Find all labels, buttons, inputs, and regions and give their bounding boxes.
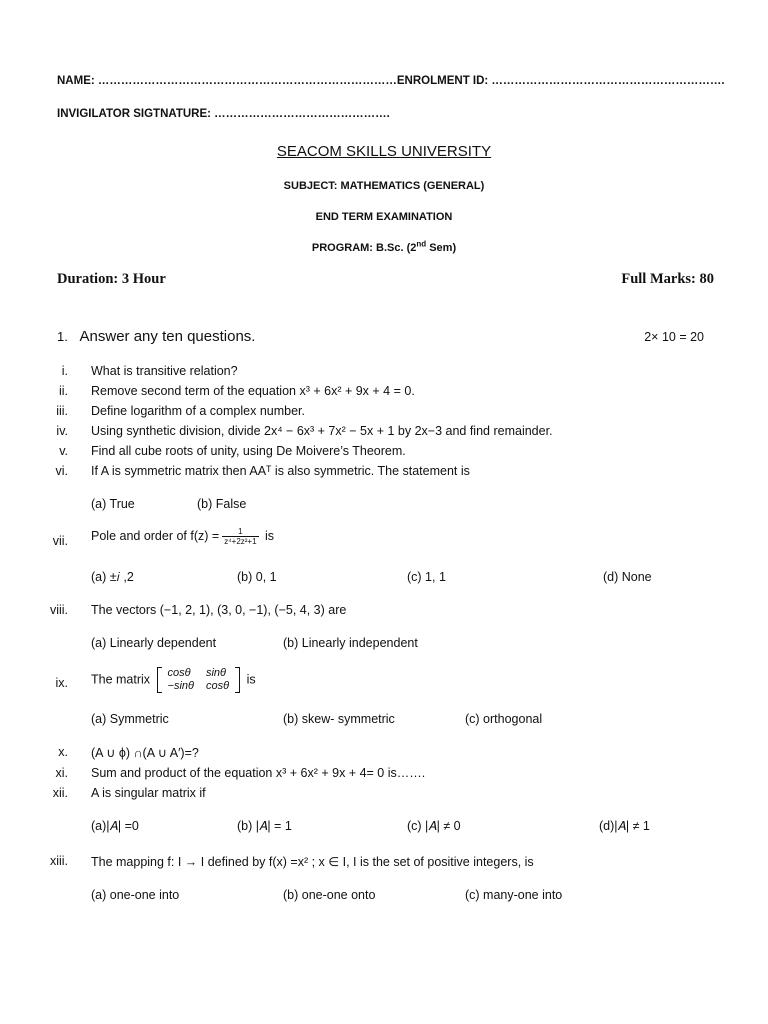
question-text: The matrix cosθ sinθ −sinθ cosθ is [91, 667, 256, 692]
matrix: cosθ sinθ −sinθ cosθ [157, 667, 241, 693]
question-number: i. [61, 364, 68, 378]
option-c: (c) many-one into [465, 888, 563, 902]
question-number: xii. [52, 786, 68, 800]
question-number: iii. [56, 404, 68, 418]
question-text: Find all cube roots of unity, using De Moivere’s Theorem. [91, 444, 406, 458]
name-enrolment-line: NAME: ……………………………………………………………………ENROLMENT ID: ……………………………………………………. [57, 75, 725, 87]
question-number: xi. [55, 766, 68, 780]
question-text: The mapping f: I → I defined by f(x) =x² ; x ∈ I, I is the set of positive integers, is [91, 855, 534, 869]
option-d: (d)|𝐴| ≠ 1 [599, 819, 650, 833]
question-text: What is transitive relation? [91, 364, 238, 378]
section-number: 1. [57, 329, 68, 344]
option-b: (b) Linearly independent [283, 636, 418, 650]
option-c: (c) orthogonal [465, 712, 543, 726]
option-b: (b) 0, 1 [237, 570, 277, 584]
question-number: ix. [55, 676, 68, 690]
question-number: v. [59, 444, 68, 458]
question-text: Remove second term of the equation x³ + 6x² + 9x + 4 = 0. [91, 384, 415, 398]
option-a: (a) one-one into [91, 888, 180, 902]
question-number: viii. [49, 603, 68, 617]
option-d: (d) None [603, 570, 652, 584]
question-number: ii. [58, 384, 68, 398]
duration: Duration: 3 Hour [57, 271, 166, 287]
question-text: Pole and order of f(z) = $\frac{1}{\text{z⁴+2z²+1}}$ is [91, 527, 275, 546]
option-b: (b) |𝐴| = 1 [237, 819, 292, 833]
question-text: Define logarithm of a complex number. [91, 404, 305, 418]
question-number: vi. [55, 464, 68, 478]
option-a: (a) Symmetric [91, 712, 169, 726]
fraction: $\frac{1}{\text{z⁴+2z²+1}}$ [224, 527, 257, 546]
question-text: If A is symmetric matrix then AAᵀ is also symmetric. The statement is [91, 464, 470, 478]
option-a: (a) True [91, 497, 135, 511]
option-b: (b) skew- symmetric [283, 712, 395, 726]
question-number: iv. [56, 424, 68, 438]
question-text: The vectors (−1, 2, 1), (3, 0, −1), (−5, 4, 3) are [91, 603, 347, 617]
section-instruction: Answer any ten questions. [79, 328, 256, 345]
question-number: vii. [52, 534, 68, 548]
question-number: x. [58, 745, 68, 759]
option-b: (b) one-one onto [283, 888, 376, 902]
option-b: (b) False [197, 497, 247, 511]
question-text: Sum and product of the equation x³ + 6x² + 9x + 4= 0 is……. [91, 766, 426, 780]
full-marks: Full Marks: 80 [621, 271, 714, 287]
section-marks: 2× 10 = 20 [644, 330, 704, 344]
question-text: Using synthetic division, divide 2x⁴ − 6x³ + 7x² − 5x + 1 by 2x−3 and find remainder. [91, 424, 553, 438]
question-text: A is singular matrix if [91, 786, 206, 800]
option-a: (a) ±𝑖 ,2 [91, 570, 134, 584]
invigilator-signature-line: INVIGILATOR SIGTNATURE: ………………………………………. [57, 108, 390, 120]
question-text: (A ∪ ϕ) ∩(A ∪ A′)=? [91, 746, 199, 760]
question-number: xiii. [49, 854, 68, 868]
program-line: PROGRAM: B.Sc. (2nd Sem) [311, 239, 457, 254]
option-c: (c) 1, 1 [407, 570, 446, 584]
option-a: (a)|𝐴| =0 [91, 819, 139, 833]
option-a: (a) Linearly dependent [91, 636, 217, 650]
section-heading [57, 328, 255, 345]
university-title: SEACOM SKILLS UNIVERSITY [276, 143, 492, 160]
option-c: (c) |𝐴| ≠ 0 [407, 819, 461, 833]
subject-line: SUBJECT: MATHEMATICS (GENERAL) [283, 180, 485, 192]
exam-line: END TERM EXAMINATION [315, 211, 453, 223]
